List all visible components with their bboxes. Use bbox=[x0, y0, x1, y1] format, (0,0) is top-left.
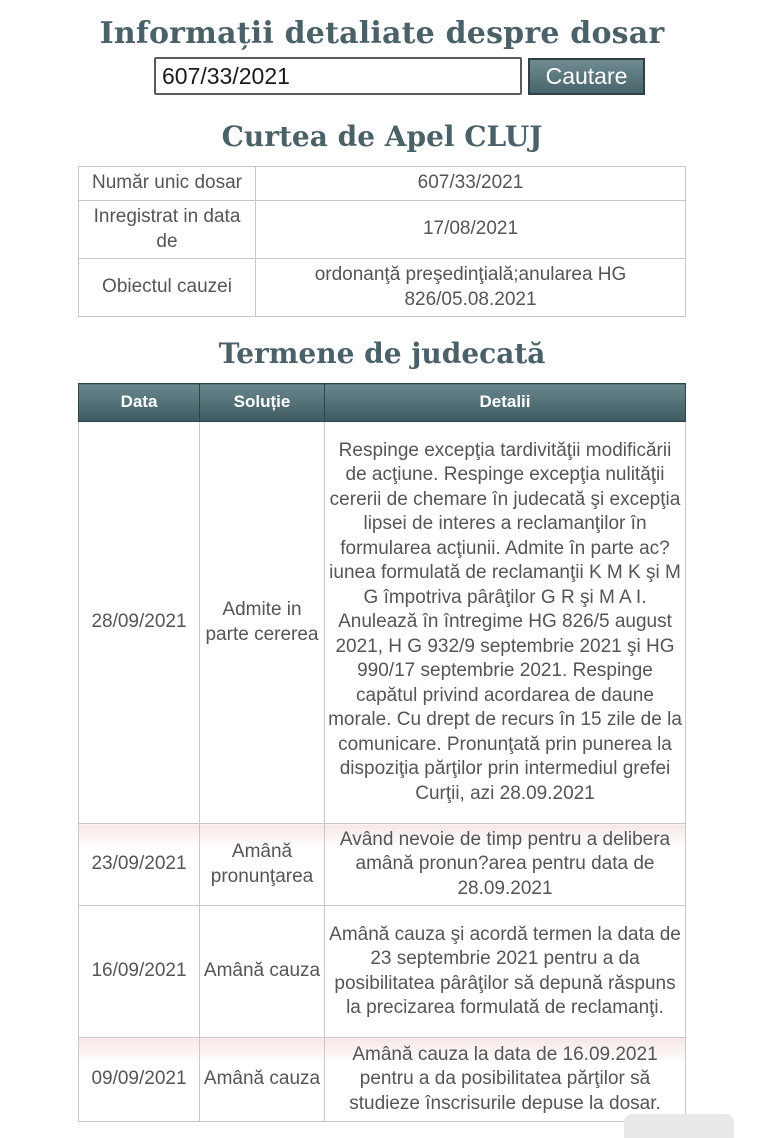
case-number-input[interactable] bbox=[154, 57, 522, 95]
table-row bbox=[79, 422, 686, 824]
hearing-date: 28/09/2021 bbox=[79, 422, 200, 824]
table-row bbox=[79, 906, 686, 1038]
hearings-table bbox=[78, 383, 686, 1122]
case-object-value: ordonanţă preşedinţială;anularea HG 826/05.08.2021 bbox=[256, 259, 686, 317]
case-number-value: 607/33/2021 bbox=[256, 167, 686, 201]
hearing-date: 09/09/2021 bbox=[79, 1038, 200, 1122]
table-row bbox=[79, 1038, 686, 1122]
case-number-row bbox=[79, 167, 686, 201]
registered-date-label: Inregistrat in data de bbox=[79, 201, 256, 259]
hearing-date: 23/09/2021 bbox=[79, 824, 200, 906]
case-number-label: Număr unic dosar bbox=[79, 167, 256, 201]
table-header-row bbox=[79, 384, 686, 422]
hearing-solution: Amână cauza bbox=[200, 906, 325, 1038]
scroll-handle[interactable] bbox=[624, 1114, 734, 1138]
case-object-label: Obiectul cauzei bbox=[79, 259, 256, 317]
hearing-details: Respinge excepţia tardivităţii modificării de acţiune. Respinge excepţia nulităţii cererii de chemare în judecată şi excepţia lipsei de interes a reclamanţilor în formularea acţiunii. Admite în parte ac?iunea formulată de reclamanţii K M K şi M G împotriva pârâţilor G R şi M A I. Anulează în întregime HG 826/5 august 2021, H G 932/9 septembrie 2021 şi HG 990/17 septembrie 2021. Respinge capătul privind acordarea de daune morale. Cu drept de recurs în 15 zile de la comunicare. Pronunţată prin punerea la dispoziţia părţilor prin intermediul grefei Curţii, azi 28.09.2021 bbox=[325, 422, 686, 824]
table-row bbox=[79, 824, 686, 906]
hearing-details: Amână cauza şi acordă termen la data de 23 septembrie 2021 pentru a da posibilitatea pârâţilor să depună răspuns la precizarea formulată de reclamanţi. bbox=[325, 906, 686, 1038]
search-bar bbox=[154, 56, 645, 96]
registered-date-row bbox=[79, 201, 686, 259]
hearing-solution: Amână pronunţarea bbox=[200, 824, 325, 906]
court-title: Curtea de Apel CLUJ bbox=[221, 120, 543, 153]
hearing-solution: Admite in parte cererea bbox=[200, 422, 325, 824]
column-header-details: Detalii bbox=[325, 384, 686, 422]
hearing-date: 16/09/2021 bbox=[79, 906, 200, 1038]
case-object-row bbox=[79, 259, 686, 317]
page-title: Informații detaliate despre dosar bbox=[99, 16, 665, 51]
hearing-solution: Amână cauza bbox=[200, 1038, 325, 1122]
hearing-details: Având nevoie de timp pentru a delibera amână pronun?area pentru data de 28.09.2021 bbox=[325, 824, 686, 906]
registered-date-value: 17/08/2021 bbox=[256, 201, 686, 259]
terms-title: Termene de judecată bbox=[218, 337, 546, 370]
case-info-table bbox=[78, 166, 686, 317]
hearing-details: Amână cauza la data de 16.09.2021 pentru a da posibilitatea părţilor să studieze înscrisurile depuse la dosar. bbox=[325, 1038, 686, 1122]
column-header-solution: Soluție bbox=[200, 384, 325, 422]
column-header-date: Data bbox=[79, 384, 200, 422]
search-button[interactable]: Cautare bbox=[528, 58, 645, 95]
